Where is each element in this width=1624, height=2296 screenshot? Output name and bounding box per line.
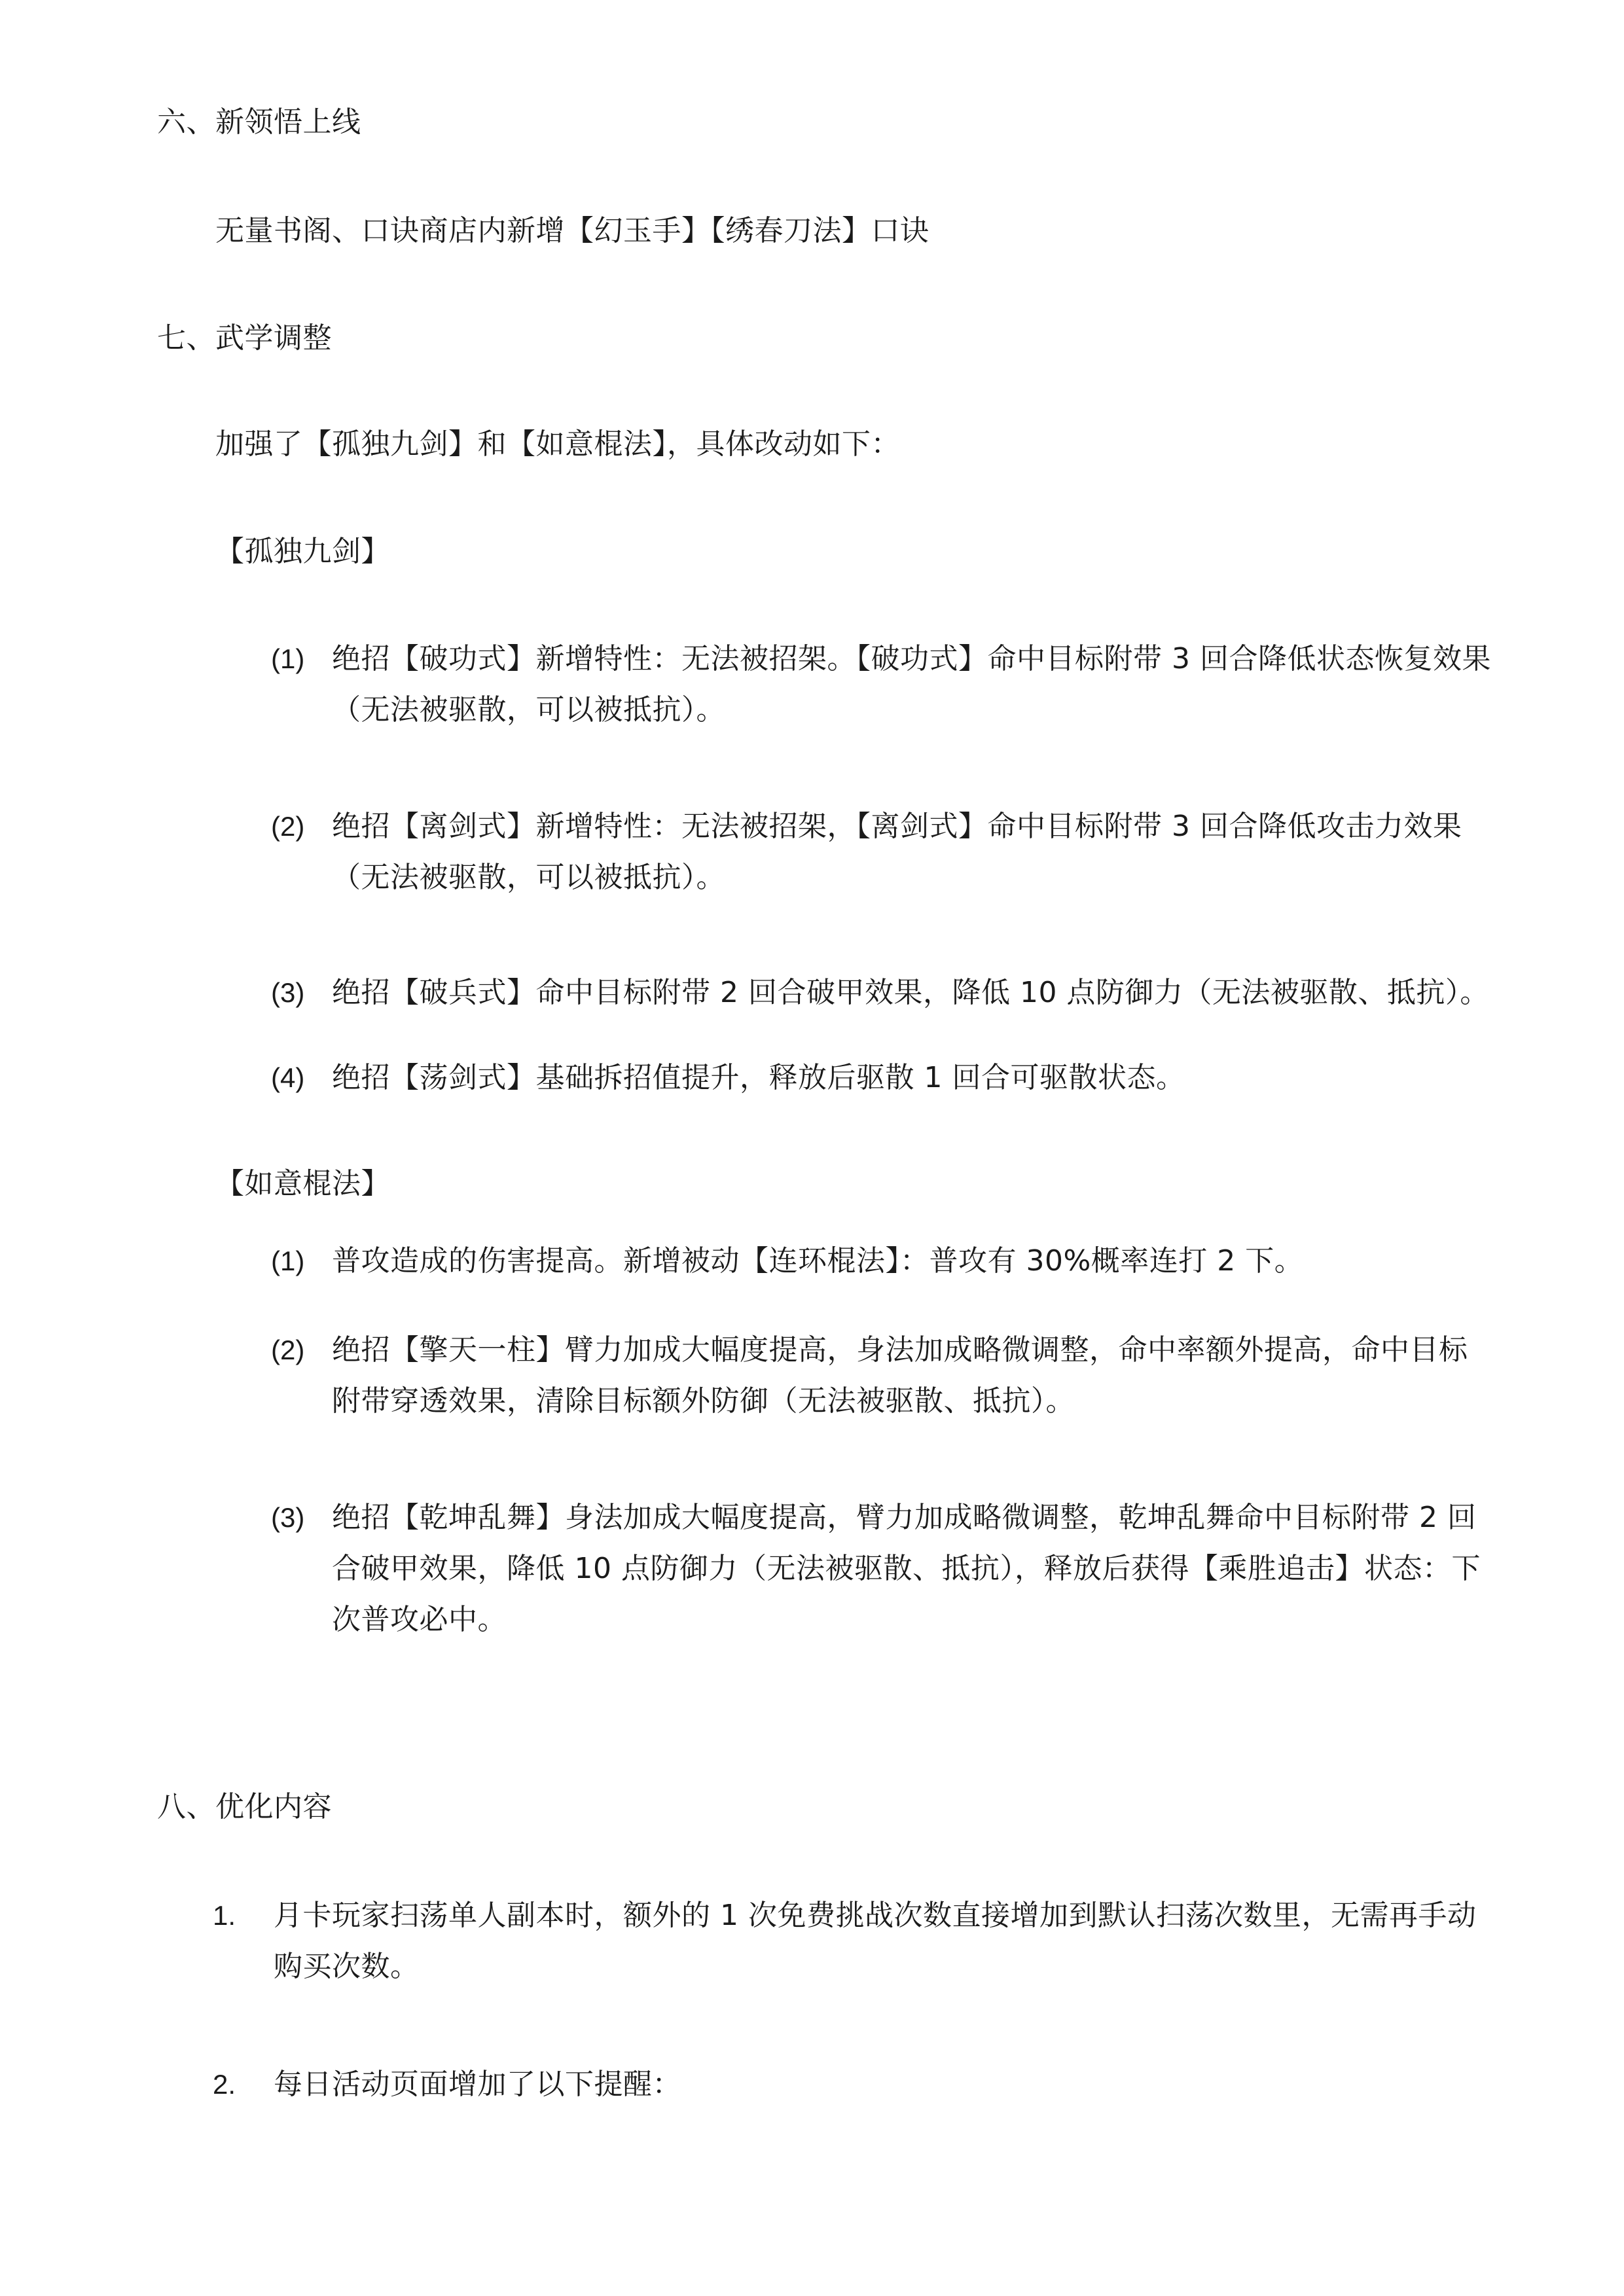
gudu-item-2-line-2: （无法被驱散，可以被抵抗）。	[332, 861, 725, 894]
ruyi-item-3-line-1: 绝招【乾坤乱舞】身法加成大幅度提高，臂力加成略微调整，乾坤乱舞命中目标附带 2 回	[332, 1501, 1477, 1534]
gudu-item-1-line-2: （无法被驱散，可以被抵抗）。	[332, 693, 725, 726]
ruyi-item-2-line-2: 附带穿透效果，清除目标额外防御（无法被驱散、抵抗）。	[332, 1384, 1075, 1418]
section-8-heading: 八、优化内容	[157, 1790, 332, 1823]
opt-item-1-number: 1.	[213, 1900, 236, 1931]
gudu-item-2-number: (2)	[271, 811, 305, 842]
gudu-item-3-line-1: 绝招【破兵式】命中目标附带 2 回合破甲效果，降低 10 点防御力（无法被驱散、抵抗）。	[332, 976, 1489, 1009]
section-6-body: 无量书阁、口诀商店内新增【幻玉手】【绣春刀法】口诀	[215, 214, 929, 247]
gudu-item-3-number: (3)	[271, 977, 305, 1008]
gudu-item-1-number: (1)	[271, 643, 305, 674]
ruyi-item-1-line-1: 普攻造成的伤害提高。新增被动【连环棍法】：普攻有 30%概率连打 2 下。	[332, 1244, 1304, 1278]
opt-item-2-line-1: 每日活动页面增加了以下提醒：	[274, 2068, 681, 2101]
ruyi-item-3-line-2: 合破甲效果，降低 10 点防御力（无法被驱散、抵抗），释放后获得【乘胜追击】状态：下	[332, 1552, 1481, 1585]
gudu-title: 【孤独九剑】	[215, 535, 390, 568]
ruyi-item-2-line-1: 绝招【擎天一柱】臂力加成大幅度提高，身法加成略微调整，命中率额外提高，命中目标	[332, 1333, 1468, 1367]
ruyi-item-3-number: (3)	[271, 1502, 305, 1533]
section-7-intro: 加强了【孤独九剑】和【如意棍法】，具体改动如下：	[215, 427, 900, 461]
ruyi-item-2-number: (2)	[271, 1335, 305, 1365]
ruyi-item-1-number: (1)	[271, 1246, 305, 1276]
gudu-item-4-number: (4)	[271, 1062, 305, 1093]
section-6-heading: 六、新领悟上线	[157, 105, 361, 139]
gudu-item-4-line-1: 绝招【荡剑式】基础拆招值提升，释放后驱散 1 回合可驱散状态。	[332, 1061, 1185, 1094]
ruyi-title: 【如意棍法】	[215, 1167, 390, 1200]
opt-item-1-line-2: 购买次数。	[274, 1950, 420, 1983]
opt-item-2-number: 2.	[213, 2069, 236, 2100]
gudu-item-1-line-1: 绝招【破功式】新增特性：无法被招架。【破功式】命中目标附带 3 回合降低状态恢复效果	[332, 642, 1491, 675]
opt-item-1-line-1: 月卡玩家扫荡单人副本时，额外的 1 次免费挑战次数直接增加到默认扫荡次数里，无需再手动	[274, 1899, 1477, 1932]
ruyi-item-3-line-3: 次普攻必中。	[332, 1603, 507, 1636]
gudu-item-2-line-1: 绝招【离剑式】新增特性：无法被招架，【离剑式】命中目标附带 3 回合降低攻击力效果	[332, 810, 1462, 843]
section-7-heading: 七、武学调整	[157, 321, 332, 355]
